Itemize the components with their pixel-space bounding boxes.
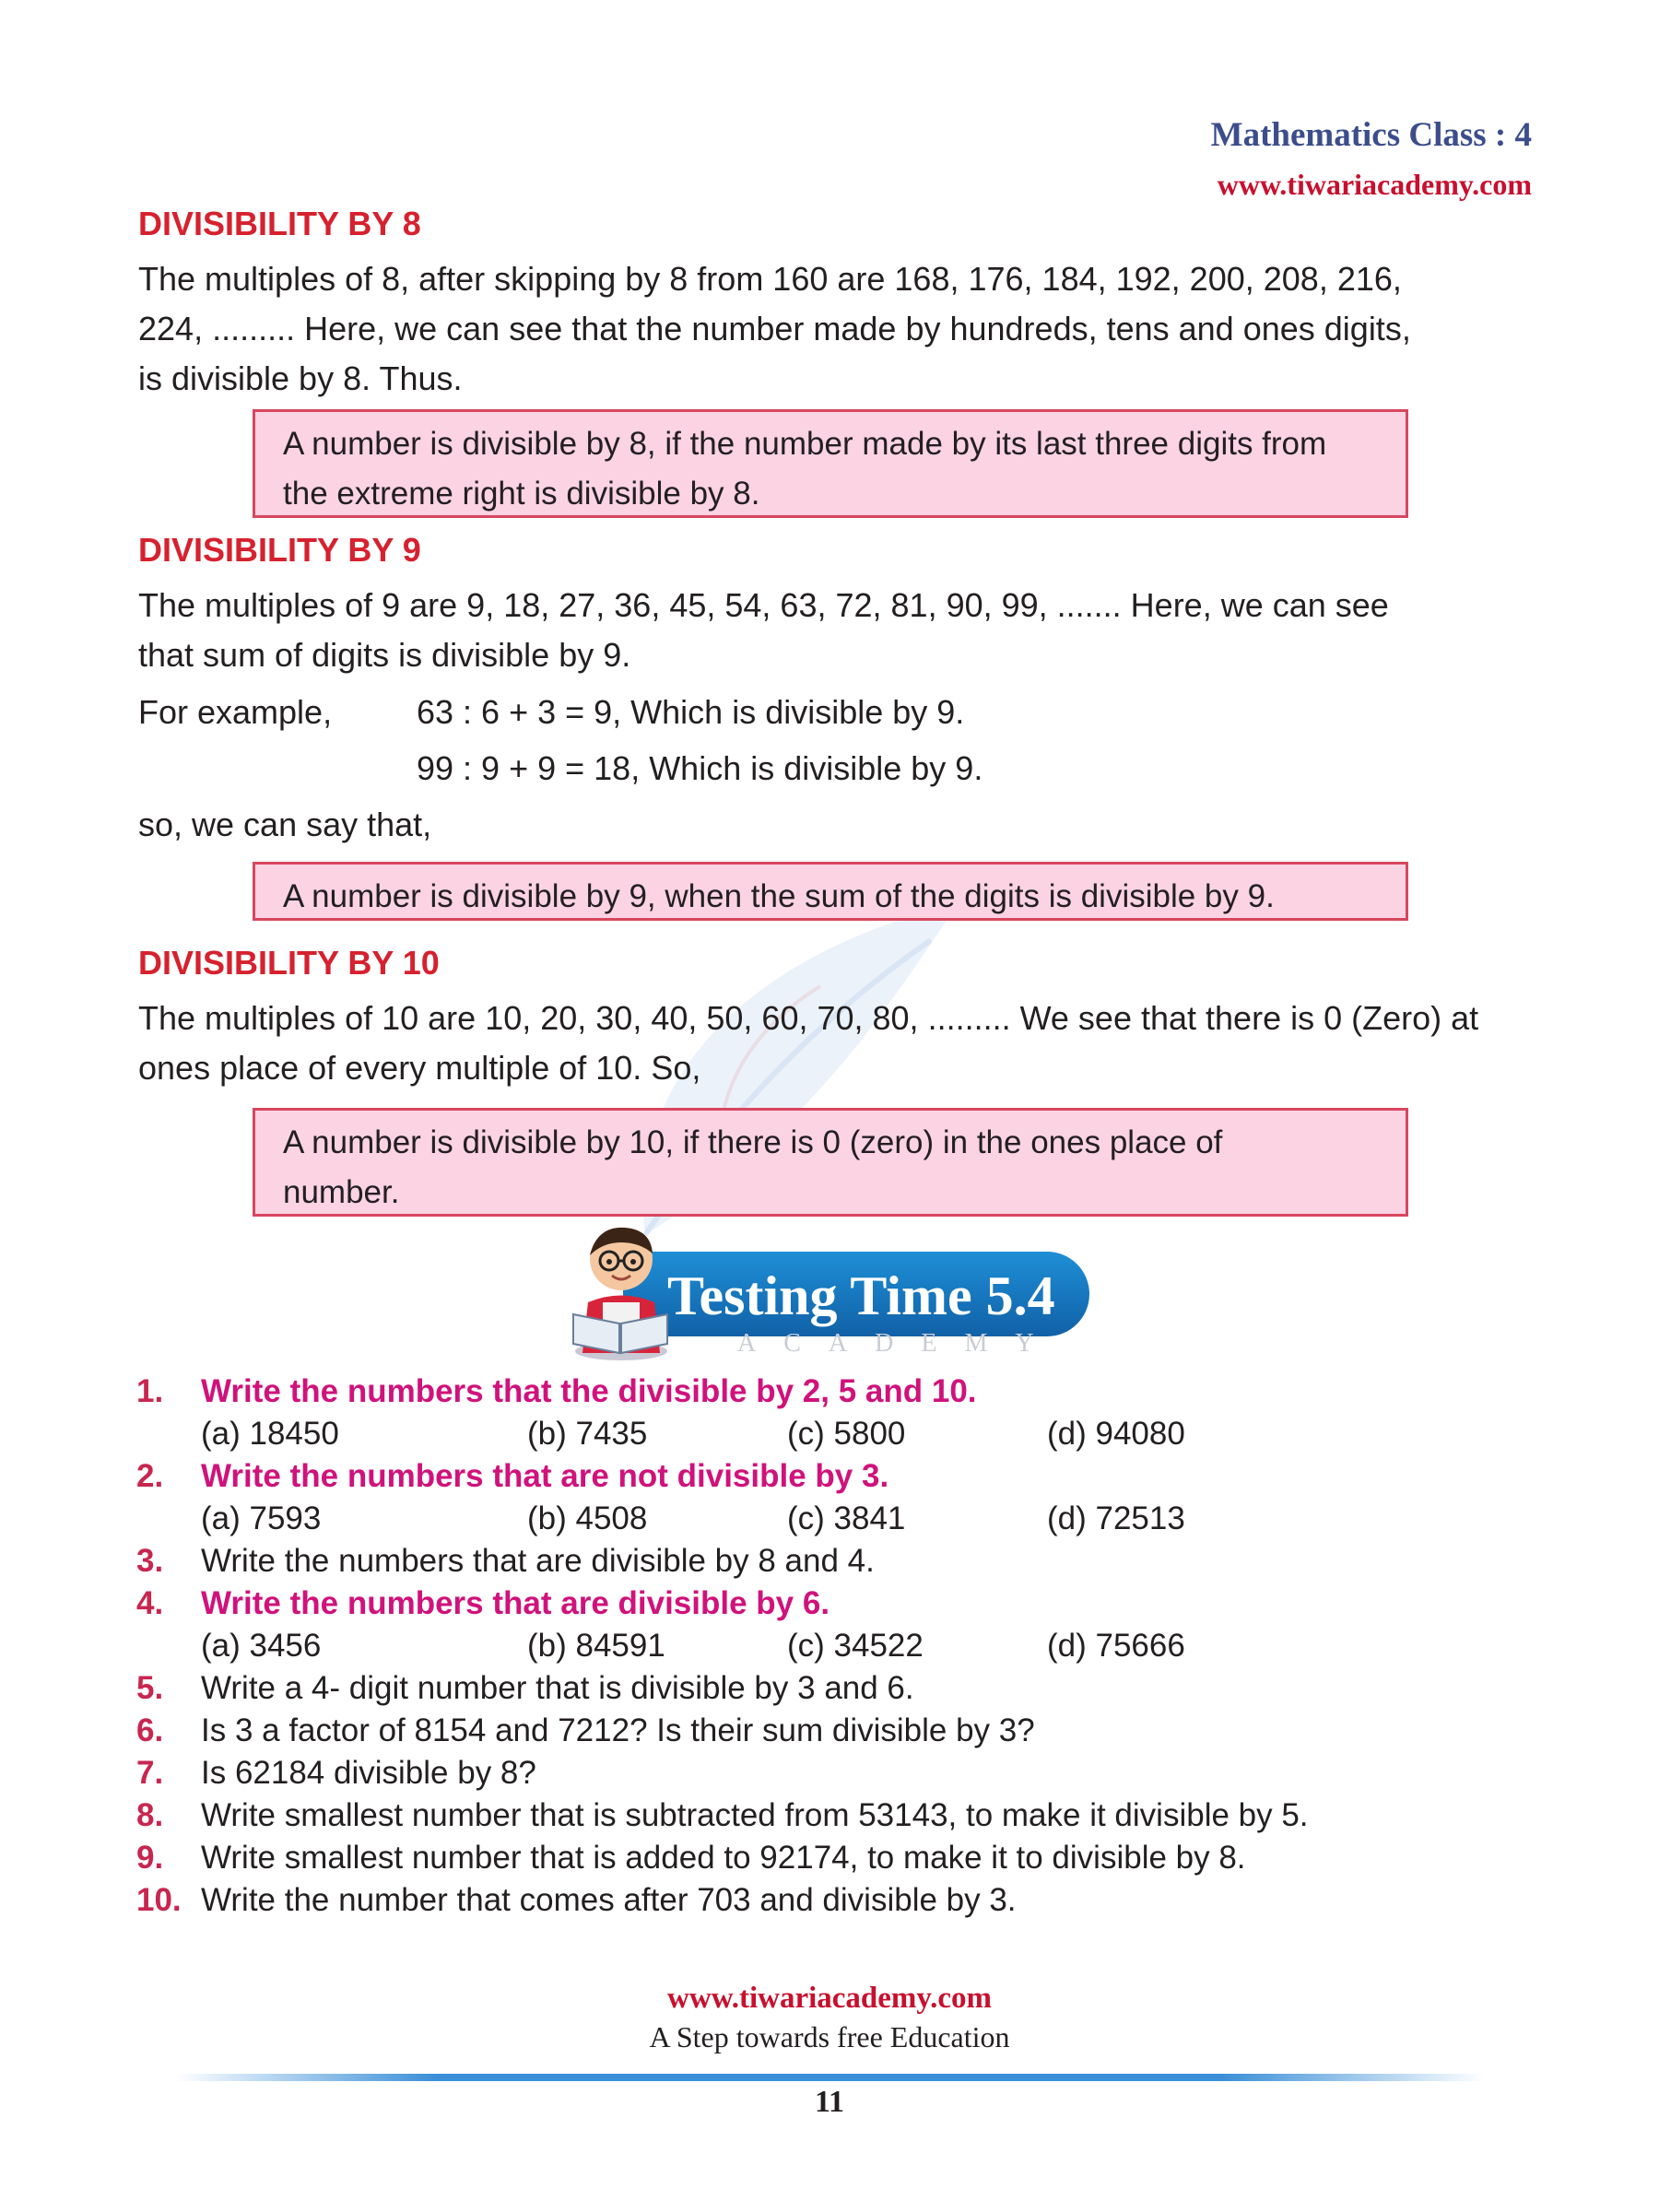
option-a: (a) 3456: [201, 1628, 322, 1664]
rule-line: A number is divisible by 10, if there is 0 (zero) in the ones place of: [283, 1124, 1223, 1160]
question-text: Is 3 a factor of 8154 and 7212? Is their sum divisible by 3?: [201, 1712, 1035, 1748]
question-number: 2.: [136, 1458, 164, 1494]
question-number: 5.: [136, 1670, 164, 1706]
testing-time-subtitle: ACADEMY: [737, 1329, 1062, 1358]
rule-box-divisibility-9: [253, 862, 1408, 921]
question-number: 6.: [136, 1712, 164, 1748]
option-d: (d) 75666: [1047, 1628, 1185, 1664]
option-c: (c) 5800: [787, 1416, 906, 1452]
footer-divider: [175, 2074, 1484, 2081]
question-text: Write the numbers that are divisible by 6.: [201, 1585, 830, 1621]
text-line: is divisible by 8. Thus.: [138, 359, 463, 397]
text-line: 224, ......... Here, we can see that the number made by hundreds, tens and ones digits,: [138, 310, 1411, 347]
rule-line: number.: [283, 1174, 400, 1210]
header-url[interactable]: www.tiwariacademy.com: [1217, 168, 1532, 201]
heading-divisibility-10: DIVISIBILITY BY 10: [138, 944, 440, 982]
page-number: 11: [814, 2085, 845, 2119]
example-2: 99 : 9 + 9 = 18, Which is divisible by 9.: [417, 749, 983, 787]
question-number: 7.: [136, 1755, 164, 1791]
question-number: 4.: [136, 1585, 164, 1621]
student-reading-icon: [560, 1215, 680, 1362]
option-a: (a) 7593: [201, 1500, 322, 1536]
option-c: (c) 34522: [787, 1628, 924, 1664]
footer-url[interactable]: www.tiwariacademy.com: [667, 1982, 992, 2015]
example-1: 63 : 6 + 3 = 9, Which is divisible by 9.: [417, 693, 965, 731]
rule-box-divisibility-10: [253, 1108, 1408, 1217]
paragraph-divisibility-9: [138, 581, 1539, 680]
footer-tagline: A Step towards free Education: [649, 2020, 1010, 2053]
text-line: that sum of digits is divisible by 9.: [138, 636, 631, 674]
question-text: Write the number that comes after 703 and divisible by 3.: [201, 1882, 1017, 1918]
option-d: (d) 94080: [1047, 1416, 1185, 1452]
question-number: 9.: [136, 1840, 164, 1876]
question-number: 3.: [136, 1543, 164, 1579]
heading-divisibility-9: DIVISIBILITY BY 9: [138, 531, 421, 569]
header-title: Mathematics Class : 4: [1210, 116, 1532, 154]
option-b: (b) 4508: [527, 1500, 648, 1536]
rule-line: A number is divisible by 8, if the number made by its last three digits from: [283, 426, 1327, 462]
option-a: (a) 18450: [201, 1416, 339, 1452]
rule-box-divisibility-8: [253, 409, 1408, 518]
testing-time-title: Testing Time 5.4: [667, 1265, 1055, 1326]
option-d: (d) 72513: [1047, 1500, 1185, 1536]
question-text: Write the numbers that the divisible by 2, 5 and 10.: [201, 1373, 977, 1409]
rule-line: the extreme right is divisible by 8.: [283, 476, 760, 512]
text-line: The multiples of 10 are 10, 20, 30, 40, 50, 60, 70, 80, ......... We see that there is 0 (Zero) at: [138, 999, 1479, 1037]
option-c: (c) 3841: [787, 1500, 906, 1536]
question-text: Is 62184 divisible by 8?: [201, 1755, 536, 1791]
text-line: The multiples of 8, after skipping by 8 from 160 are 168, 176, 184, 192, 200, 208, 216,: [138, 260, 1402, 298]
question-text: Write the numbers that are not divisible by 3.: [201, 1458, 889, 1494]
question-text: Write the numbers that are divisible by 8 and 4.: [201, 1543, 875, 1579]
question-text: Write a 4- digit number that is divisible by 3 and 6.: [201, 1670, 914, 1706]
paragraph-divisibility-10: [138, 994, 1539, 1093]
text-line: ones place of every multiple of 10. So,: [138, 1049, 701, 1087]
option-b: (b) 7435: [527, 1416, 648, 1452]
question-text: Write smallest number that is subtracted from 53143, to make it divisible by 5.: [201, 1797, 1309, 1833]
text-line: The multiples of 9 are 9, 18, 27, 36, 45, 54, 63, 72, 81, 90, 99, ....... Here, we can see: [138, 586, 1389, 624]
paragraph-divisibility-8: [138, 254, 1539, 404]
question-number: 1.: [136, 1373, 164, 1409]
conclusion-text: so, we can say that,: [138, 806, 432, 843]
question-number: 8.: [136, 1797, 164, 1833]
question-text: Write smallest number that is added to 92174, to make it to divisible by 8.: [201, 1840, 1246, 1876]
example-label: For example,: [138, 693, 333, 731]
rule-line: A number is divisible by 9, when the sum of the digits is divisible by 9.: [283, 878, 1275, 914]
option-b: (b) 84591: [527, 1628, 665, 1664]
question-number: 10.: [136, 1882, 182, 1918]
heading-divisibility-8: DIVISIBILITY BY 8: [138, 205, 421, 242]
